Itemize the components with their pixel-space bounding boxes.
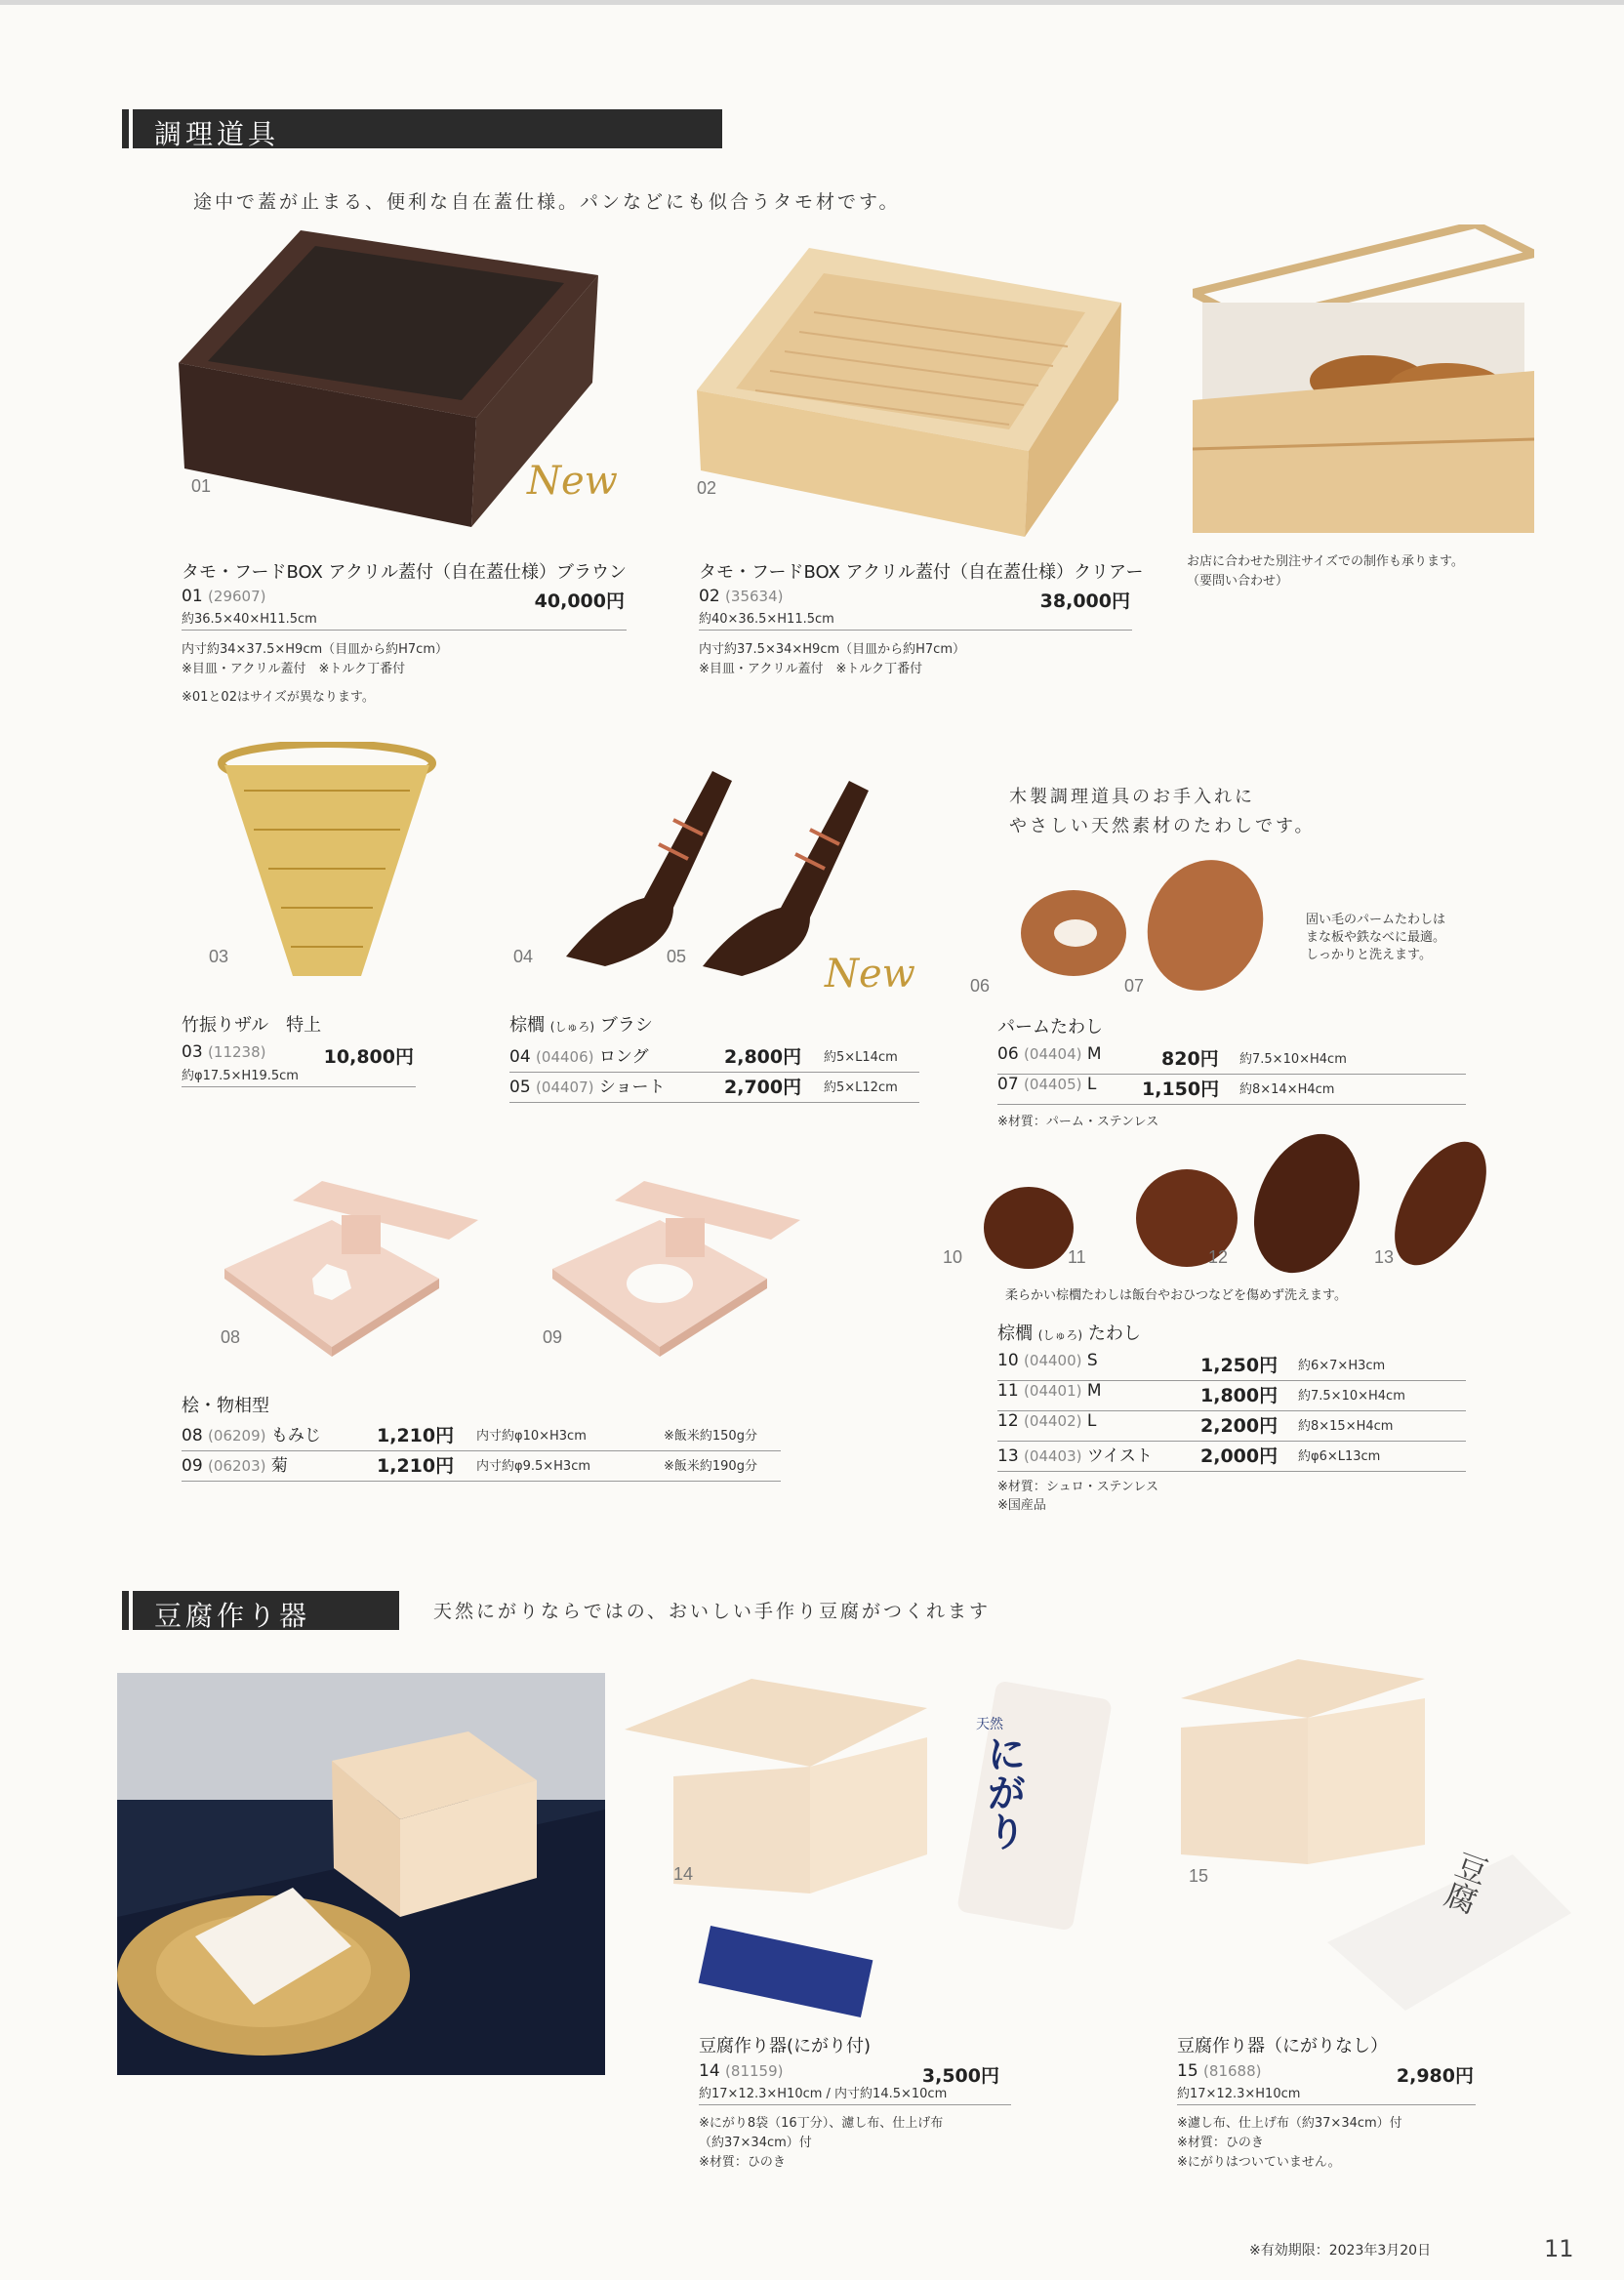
product-line-01 <box>182 587 627 612</box>
product-line-03 <box>182 1042 416 1068</box>
product-size-01: 約36.5×40×H11.5cm <box>182 610 627 631</box>
palm-rows <box>997 1044 1466 1105</box>
product-note-01-a: 内寸約34×37.5×H9cm（目皿から約H7cm） <box>182 642 448 657</box>
section-intro: 途中で蓋が止まる、便利な自在蓋仕様。パンなどにも似合うタモ材です。 <box>193 191 901 213</box>
item-size: 約8×14×H4cm <box>1239 1082 1335 1097</box>
item-number: 06 <box>997 1044 1019 1064</box>
product-name-palm: パームたわし <box>997 1017 1103 1038</box>
item-number: 01 <box>182 587 203 606</box>
photo-label-02: 02 <box>697 478 717 498</box>
palm-callout-line2: まな板や鉄なべに最適。 <box>1306 930 1446 945</box>
table-row <box>509 1073 919 1103</box>
section-title: 豆腐作り器 <box>154 1600 311 1632</box>
item-size: 約7.5×10×H4cm <box>1239 1052 1347 1067</box>
item-variant: L <box>1086 1411 1097 1431</box>
item-price: 1,150円 <box>1142 1079 1220 1100</box>
item-price: 10,800円 <box>323 1046 414 1068</box>
product-size-14: 約17×12.3×H10cm / 内寸約14.5×10cm <box>699 2085 1011 2105</box>
item-price: 1,210円 <box>377 1455 455 1477</box>
item-variant: M <box>1086 1381 1102 1401</box>
item-number: 10 <box>997 1351 1019 1370</box>
photo-label-13: 13 <box>1374 1247 1395 1267</box>
product-note-01-c: ※01と02はサイズが異なります。 <box>182 690 375 705</box>
product-name-01: タモ・フードBOX アクリル蓋付（自在蓋仕様）ブラウン <box>182 562 628 583</box>
product-note-15-c: ※にがりはついていません。 <box>1177 2155 1341 2170</box>
item-size: 約φ6×L13cm <box>1298 1449 1381 1464</box>
product-size-15: 約17×12.3×H10cm <box>1177 2085 1476 2105</box>
item-variant: ツイスト <box>1086 1446 1153 1466</box>
table-row <box>997 1381 1466 1411</box>
photo-label-15: 15 <box>1189 1866 1209 1886</box>
product-note-15-b: ※材質：ひのき <box>1177 2136 1264 2150</box>
item-size: 約7.5×10×H4cm <box>1298 1389 1405 1404</box>
item-variant: M <box>1086 1044 1102 1064</box>
item-price: 2,700円 <box>724 1077 802 1098</box>
tawashi-intro-line2: やさしい天然素材のたわしです。 <box>1009 816 1316 836</box>
item-number: 02 <box>699 587 720 606</box>
item-code: (06203) <box>208 1457 266 1475</box>
product-name-shuro <box>997 1320 1141 1345</box>
product-name-brush <box>509 1011 653 1037</box>
item-code: (04404) <box>1024 1045 1082 1063</box>
cloth-text: 豆腐 <box>1437 1846 1493 1918</box>
item-variant: ロング <box>598 1047 649 1067</box>
item-price: 38,000円 <box>1039 590 1130 612</box>
photo-label-07: 07 <box>1124 976 1145 996</box>
palm-callout-line3: しっかりと洗えます。 <box>1306 948 1432 962</box>
item-number: 13 <box>997 1446 1019 1466</box>
product-name-14: 豆腐作り器(にがり付) <box>699 2036 872 2056</box>
product-photo-10-13 <box>970 1130 1497 1277</box>
photo-label-08: 08 <box>221 1327 241 1347</box>
item-size: 内寸約φ9.5×H3cm <box>476 1459 591 1474</box>
item-variant: もみじ <box>270 1426 321 1445</box>
item-code: (04407) <box>536 1079 594 1096</box>
product-photo-tofu-scene <box>117 1673 605 2075</box>
name-suffix: ブラシ <box>599 1015 653 1036</box>
shuro-caption: 柔らかい棕櫚たわしは飯台やおひつなどを傷めず洗えます。 <box>1005 1288 1347 1303</box>
shuro-origin: ※国産品 <box>997 1498 1046 1513</box>
section-header-tofu-maker <box>122 1591 399 1630</box>
item-variant: S <box>1086 1351 1098 1370</box>
photo-label-03: 03 <box>209 947 229 966</box>
section-header-cooking-tools <box>122 109 722 148</box>
item-rice-capacity: ※飯米約190g分 <box>664 1459 757 1474</box>
nigari-pack-label <box>976 1714 1074 1899</box>
item-number: 11 <box>997 1381 1019 1401</box>
product-size-03: 約φ17.5×H19.5cm <box>182 1067 416 1087</box>
custom-order-note-line1: お店に合わせた別注サイズでの制作も承ります。 <box>1187 554 1464 569</box>
product-line-02 <box>699 587 1132 612</box>
table-row <box>997 1075 1466 1105</box>
pack-top-text: 天然 <box>976 1717 1003 1732</box>
photo-label-09: 09 <box>543 1327 563 1347</box>
palm-material: ※材質：パーム・ステンレス <box>997 1115 1159 1129</box>
name-kanji: 棕櫚 <box>997 1323 1033 1344</box>
tawashi-intro-line1: 木製調理道具のお手入れに <box>1009 787 1255 807</box>
photo-label-12: 12 <box>1208 1247 1229 1267</box>
page-number: 11 <box>1544 2235 1574 2262</box>
top-rule <box>0 0 1624 5</box>
item-number: 08 <box>182 1426 203 1445</box>
photo-label-04: 04 <box>513 947 534 966</box>
item-code: (81159) <box>725 2062 784 2080</box>
item-price: 1,800円 <box>1200 1385 1279 1406</box>
pack-main-text: にがり <box>981 1733 1026 1851</box>
product-note-14-a: ※にがり8袋（16丁分）、濾し布、仕上げ布 <box>699 2116 944 2131</box>
item-variant: 菊 <box>270 1456 288 1476</box>
product-note-14-c: ※材質：ひのき <box>699 2155 786 2170</box>
item-price: 2,980円 <box>1396 2065 1474 2087</box>
product-photo-02 <box>697 244 1122 537</box>
product-photo-09 <box>552 1181 816 1357</box>
table-row <box>509 1042 919 1073</box>
brush-rows <box>509 1042 919 1103</box>
item-rice-capacity: ※飯米約150g分 <box>664 1429 757 1444</box>
name-suffix: たわし <box>1087 1323 1141 1344</box>
photo-label-14: 14 <box>673 1864 694 1884</box>
section-intro: 天然にがりならではの、おいしい手作り豆腐がつくれます <box>433 1601 992 1622</box>
table-row <box>182 1451 781 1482</box>
table-row <box>997 1044 1466 1075</box>
item-price: 820円 <box>1161 1048 1219 1070</box>
product-name-03: 竹振りザル 特上 <box>182 1015 322 1036</box>
item-price: 1,250円 <box>1200 1355 1279 1376</box>
product-note-02-a: 内寸約37.5×34×H9cm（目皿から約H7cm） <box>699 642 965 657</box>
validity-note: ※有効期限：2023年3月20日 <box>1249 2243 1432 2259</box>
item-price: 40,000円 <box>534 590 625 612</box>
custom-order-note-line2: （要問い合わせ） <box>1187 574 1289 589</box>
item-price: 2,800円 <box>724 1046 802 1068</box>
item-price: 3,500円 <box>921 2065 999 2087</box>
item-price: 2,000円 <box>1200 1445 1279 1467</box>
item-code: (04406) <box>536 1048 594 1066</box>
item-size: 約8×15×H4cm <box>1298 1419 1394 1434</box>
item-variant: ショート <box>598 1078 666 1097</box>
item-number: 15 <box>1177 2061 1198 2081</box>
item-number: 04 <box>509 1047 531 1067</box>
item-number: 14 <box>699 2061 720 2081</box>
section-title: 調理道具 <box>154 118 280 150</box>
new-badge-04-05: New <box>825 952 915 997</box>
table-row <box>997 1442 1466 1472</box>
mold-rows <box>182 1421 781 1482</box>
palm-callout-line1: 固い毛のパームたわしは <box>1306 913 1446 927</box>
product-photo-08 <box>224 1181 488 1357</box>
item-code: (04401) <box>1024 1382 1082 1400</box>
product-name-02: タモ・フードBOX アクリル蓋付（自在蓋仕様）クリアー <box>699 562 1144 583</box>
name-kanji: 棕櫚 <box>509 1015 545 1036</box>
product-note-02-b: ※目皿・アクリル蓋付 ※トルク丁番付 <box>699 662 923 676</box>
shuro-material: ※材質：シュロ・ステンレス <box>997 1480 1159 1494</box>
item-number: 05 <box>509 1078 531 1097</box>
table-row <box>997 1411 1466 1442</box>
product-photo-15 <box>1181 1659 1571 2011</box>
item-variant: L <box>1086 1075 1097 1094</box>
photo-label-10: 10 <box>943 1247 963 1267</box>
item-code: (06209) <box>208 1427 266 1445</box>
product-line-14 <box>699 2061 1001 2087</box>
new-badge-01: New <box>527 459 618 504</box>
photo-label-05: 05 <box>667 947 687 966</box>
item-code: (11238) <box>208 1043 266 1061</box>
photo-label-11: 11 <box>1068 1247 1086 1267</box>
item-code: (04400) <box>1024 1352 1082 1369</box>
item-code: (81688) <box>1203 2062 1262 2080</box>
product-size-02: 約40×36.5×H11.5cm <box>699 610 1132 631</box>
product-name-15: 豆腐作り器（にがりなし） <box>1177 2036 1388 2056</box>
product-line-15 <box>1177 2061 1476 2087</box>
item-number: 09 <box>182 1456 203 1476</box>
item-size: 約5×L12cm <box>824 1080 898 1095</box>
photo-label-06: 06 <box>970 976 991 996</box>
name-ruby: (しゅろ) <box>549 1020 595 1034</box>
product-photo-03 <box>215 742 439 986</box>
shuro-rows <box>997 1351 1466 1472</box>
table-row <box>182 1421 781 1451</box>
product-name-mold: 桧・物相型 <box>182 1396 269 1416</box>
item-code: (04403) <box>1024 1447 1082 1465</box>
item-code: (04402) <box>1024 1412 1082 1430</box>
item-number: 12 <box>997 1411 1019 1431</box>
item-code: (29607) <box>208 588 266 605</box>
item-number: 07 <box>997 1075 1019 1094</box>
product-photo-open-box <box>1193 224 1534 533</box>
product-note-01-b: ※目皿・アクリル蓋付 ※トルク丁番付 <box>182 662 406 676</box>
item-code: (04405) <box>1024 1076 1082 1093</box>
item-number: 03 <box>182 1042 203 1062</box>
product-note-15-a: ※濾し布、仕上げ布（約37×34cm）付 <box>1177 2116 1402 2131</box>
name-ruby: (しゅろ) <box>1037 1328 1083 1342</box>
item-size: 約5×L14cm <box>824 1050 898 1065</box>
item-size: 内寸約φ10×H3cm <box>476 1429 587 1444</box>
product-note-14-b: （約37×34cm）付 <box>699 2136 812 2150</box>
item-price: 1,210円 <box>377 1425 455 1446</box>
item-size: 約6×7×H3cm <box>1298 1359 1386 1373</box>
table-row <box>997 1351 1466 1381</box>
photo-label-01: 01 <box>191 476 212 496</box>
item-price: 2,200円 <box>1200 1415 1279 1437</box>
item-code: (35634) <box>725 588 784 605</box>
